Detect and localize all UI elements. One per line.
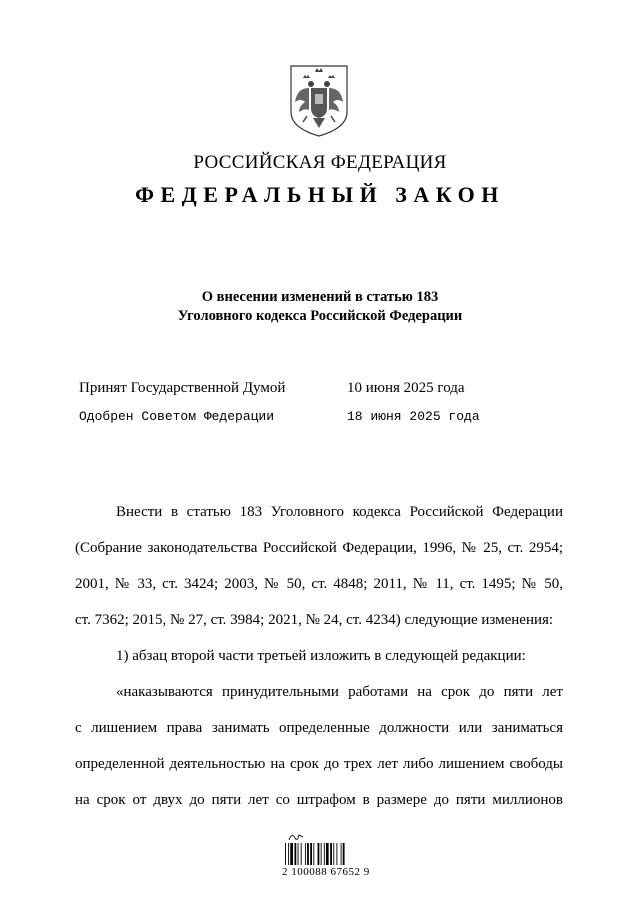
body-line: «наказываются принудительными работами на срок до пяти лет — [116, 684, 563, 700]
barcode-bar — [294, 843, 296, 865]
barcode-bar — [313, 843, 314, 865]
adoption-label: Одобрен Советом Федерации — [79, 409, 275, 424]
body-line: на срок от двух до пяти лет со штрафом в размере до пяти миллионов — [75, 792, 563, 808]
barcode-bar — [310, 843, 312, 865]
document-title-line: О внесении изменений в статью 183 — [201, 289, 439, 305]
barcode-bar — [305, 843, 306, 865]
barcode-bar — [318, 843, 320, 865]
adoption-label: Принят Государственной Думой — [79, 380, 286, 396]
document-title-line: Уголовного кодекса Российской Федерации — [177, 308, 463, 324]
state-emblem-icon — [287, 62, 351, 138]
body-paragraph: 1) абзац второй части третьей изложить в следующей редакции: — [116, 648, 526, 664]
adoption-row-duma — [79, 380, 559, 409]
document-title — [0, 288, 640, 326]
body-line: ст. 7362; 2015, № 27, ст. 3984; 2021, № 24, ст. 4234) следующие изменения: — [75, 612, 554, 628]
barcode-bar — [326, 843, 329, 865]
barcode-bar — [333, 843, 334, 865]
barcode-bar — [288, 843, 289, 865]
barcode-bar — [324, 843, 325, 865]
barcode-bar — [336, 843, 337, 865]
barcode-bar — [341, 843, 342, 865]
adoption-date: 10 июня 2025 года — [347, 380, 465, 396]
barcode-bar — [307, 843, 309, 865]
barcode-bar — [301, 843, 302, 865]
barcode-bar — [285, 843, 286, 865]
body-line: (Собрание законодательства Российской Федерации, 1996, № 25, ст. 2954; — [75, 540, 563, 556]
body-line: 2001, № 33, ст. 3424; 2003, № 50, ст. 4848; 2011, № 11, ст. 1495; № 50, — [75, 576, 563, 592]
adoption-block — [79, 380, 559, 438]
handwritten-mark-icon — [288, 830, 304, 842]
body-line: определенной деятельностью на срок до трех лет либо лишением свободы — [75, 756, 563, 772]
barcode-bar — [298, 843, 299, 865]
adoption-row-council — [79, 409, 559, 438]
header-country: РОССИЙСКАЯ ФЕДЕРАЦИЯ — [193, 152, 447, 173]
body-line: Внести в статью 183 Уголовного кодекса Российской Федерации — [116, 504, 563, 520]
barcode-bar — [321, 843, 322, 865]
header-doc-type: ФЕДЕРАЛЬНЫЙ ЗАКОН — [135, 182, 505, 207]
barcode-bar — [290, 843, 293, 865]
adoption-date: 18 июня 2025 года — [347, 409, 480, 424]
barcode-bar — [330, 843, 332, 865]
law-body — [75, 494, 563, 818]
body-line: с лишением права занимать определенные должности или заниматься — [75, 720, 563, 736]
barcode-bar — [343, 843, 345, 865]
barcode-number: 2 100088 67652 9 — [282, 866, 370, 878]
